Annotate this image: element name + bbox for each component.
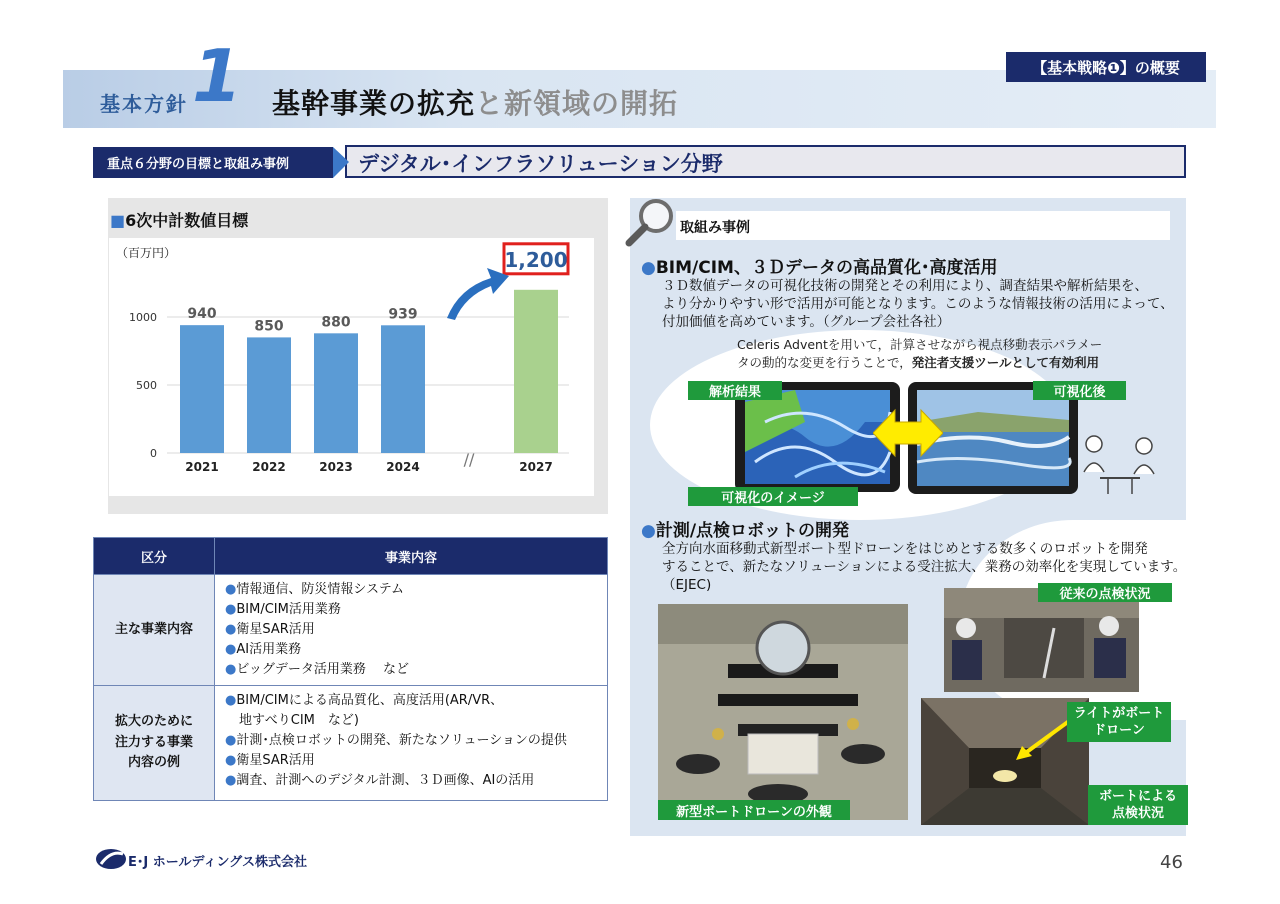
tag-conventional-inspection: 従来の点検状況	[1038, 583, 1172, 602]
bar	[247, 337, 291, 453]
list-item: ●衛星SAR活用	[225, 753, 315, 768]
examples-label: 取組み事例	[680, 220, 750, 236]
section-arrow-icon	[333, 147, 349, 178]
tag-light-boat-drone: ライトがボート ドローン	[1067, 702, 1171, 742]
conventional-inspection-photo	[944, 588, 1139, 692]
page-number: 46	[1160, 852, 1183, 873]
list-item: ●衛星SAR活用	[225, 622, 315, 637]
example1-caption: Celeris Adventを用いて，計算させながら視点移動表示パラメー タの動的な変更を行うことで，発注者支援ツールとして有効利用	[737, 337, 1103, 370]
title-main: 基幹事業の拡充	[272, 87, 476, 120]
table-content	[215, 686, 608, 801]
x-tick-label: 2024	[386, 460, 420, 474]
tag-analysis-result: 解析結果	[688, 381, 782, 400]
bullet-icon: ●	[641, 258, 656, 278]
data-label: 940	[187, 306, 217, 323]
list-item: ●AI活用業務	[225, 642, 302, 657]
tag-boat-inspection: ボートによる 点検状況	[1088, 785, 1188, 825]
page-title	[272, 82, 678, 122]
x-tick-label: 2027	[519, 460, 553, 474]
data-label: 939	[388, 306, 418, 323]
x-tick-label: 2023	[319, 460, 353, 474]
y-tick-label: 1000	[129, 311, 157, 324]
bar	[381, 325, 425, 453]
data-label: 1,200	[504, 247, 568, 272]
list-item-continued: 地すべりCIM など)	[239, 713, 359, 728]
table-row	[94, 575, 608, 686]
bar	[314, 333, 358, 453]
list-item: ●情報通信、防災情報システム	[225, 582, 405, 597]
bar-chart	[109, 238, 594, 496]
tag-visualization-image: 可視化のイメージ	[688, 487, 858, 506]
people-meeting-icon	[1080, 430, 1160, 496]
tag-after-visualization: 可視化後	[1033, 381, 1126, 400]
table-header-category: 区分	[94, 538, 215, 575]
x-tick-label: 2021	[185, 460, 219, 474]
table-row	[94, 686, 608, 801]
example2-text: 全方向水面移動式新型ボート型ドローンをはじめとする数多くのロボットを開発 することで、新たなソリューションによる受注拡大、業務の効率化を実現しています。 （EJEC)	[662, 541, 1187, 593]
section-title: デジタル･インフラソリューション分野	[358, 152, 723, 176]
table-header-row	[94, 538, 608, 575]
strategy-badge: 【基本戦略❶】の概要	[1006, 52, 1206, 82]
y-tick-label: 0	[150, 447, 157, 460]
bar	[514, 290, 558, 453]
business-table	[93, 537, 608, 801]
section-label: 重点６分野の目標と取組み事例	[93, 147, 333, 178]
bullet-icon: ●	[641, 521, 656, 541]
axis-break: //	[463, 450, 475, 469]
examples-label-box	[676, 211, 1170, 240]
data-label: 850	[254, 318, 284, 335]
x-tick-label: 2022	[252, 460, 286, 474]
table-content	[215, 575, 608, 686]
company-logo-icon	[95, 848, 127, 870]
table-category: 主な事業内容	[94, 575, 215, 686]
boat-drone-image	[658, 604, 908, 820]
data-label: 880	[321, 314, 351, 331]
square-bullet-icon: ■	[110, 211, 126, 230]
list-item: ●BIM/CIMによる高品質化、高度活用(AR/VR、	[225, 693, 504, 708]
bar	[180, 325, 224, 453]
double-arrow-icon	[873, 408, 943, 458]
chart-heading-text: 6次中計数値目標	[125, 211, 249, 230]
growth-arrow-icon	[447, 268, 509, 320]
list-item: ●調査、計測へのデジタル計測、３Ｄ画像、AIの活用	[225, 773, 535, 788]
boat-drone-photo	[658, 604, 908, 820]
company-name: E･J ホールディングス株式会社	[128, 855, 308, 870]
list-item: ●BIM/CIM活用業務	[225, 602, 341, 617]
chart-unit: （百万円）	[116, 246, 177, 260]
basic-policy-label: 基本方針	[100, 92, 188, 116]
tunnel-workers-image	[944, 588, 1139, 692]
list-item: ●計測･点検ロボットの開発、新たなソリューションの提供	[225, 733, 567, 748]
tag-new-boat-drone: 新型ボートドローンの外観	[658, 800, 850, 820]
list-item: ●ビッグデータ活用業務 など	[225, 662, 409, 677]
chart-heading	[110, 208, 248, 231]
y-tick-label: 500	[136, 379, 157, 392]
title-sub: と新領域の開拓	[475, 87, 679, 120]
magnifier-icon	[622, 196, 682, 248]
table-category: 拡大のために 注力する事業 内容の例	[94, 686, 215, 801]
example1-title: ●BIM/CIM、３Ｄデータの高品質化･高度活用	[641, 258, 998, 278]
example1-text: ３Ｄ数値データの可視化技術の開発とその利用により、調査結果や解析結果を、 より分かりやすい形で活用が可能となります。このような情報技術の活用によって、 付加価値を高めています。（グループ会社各社）	[662, 278, 1174, 330]
policy-number: 1	[192, 34, 243, 118]
table-header-content: 事業内容	[215, 538, 608, 575]
example2-title: ●計測/点検ロボットの開発	[641, 521, 850, 541]
